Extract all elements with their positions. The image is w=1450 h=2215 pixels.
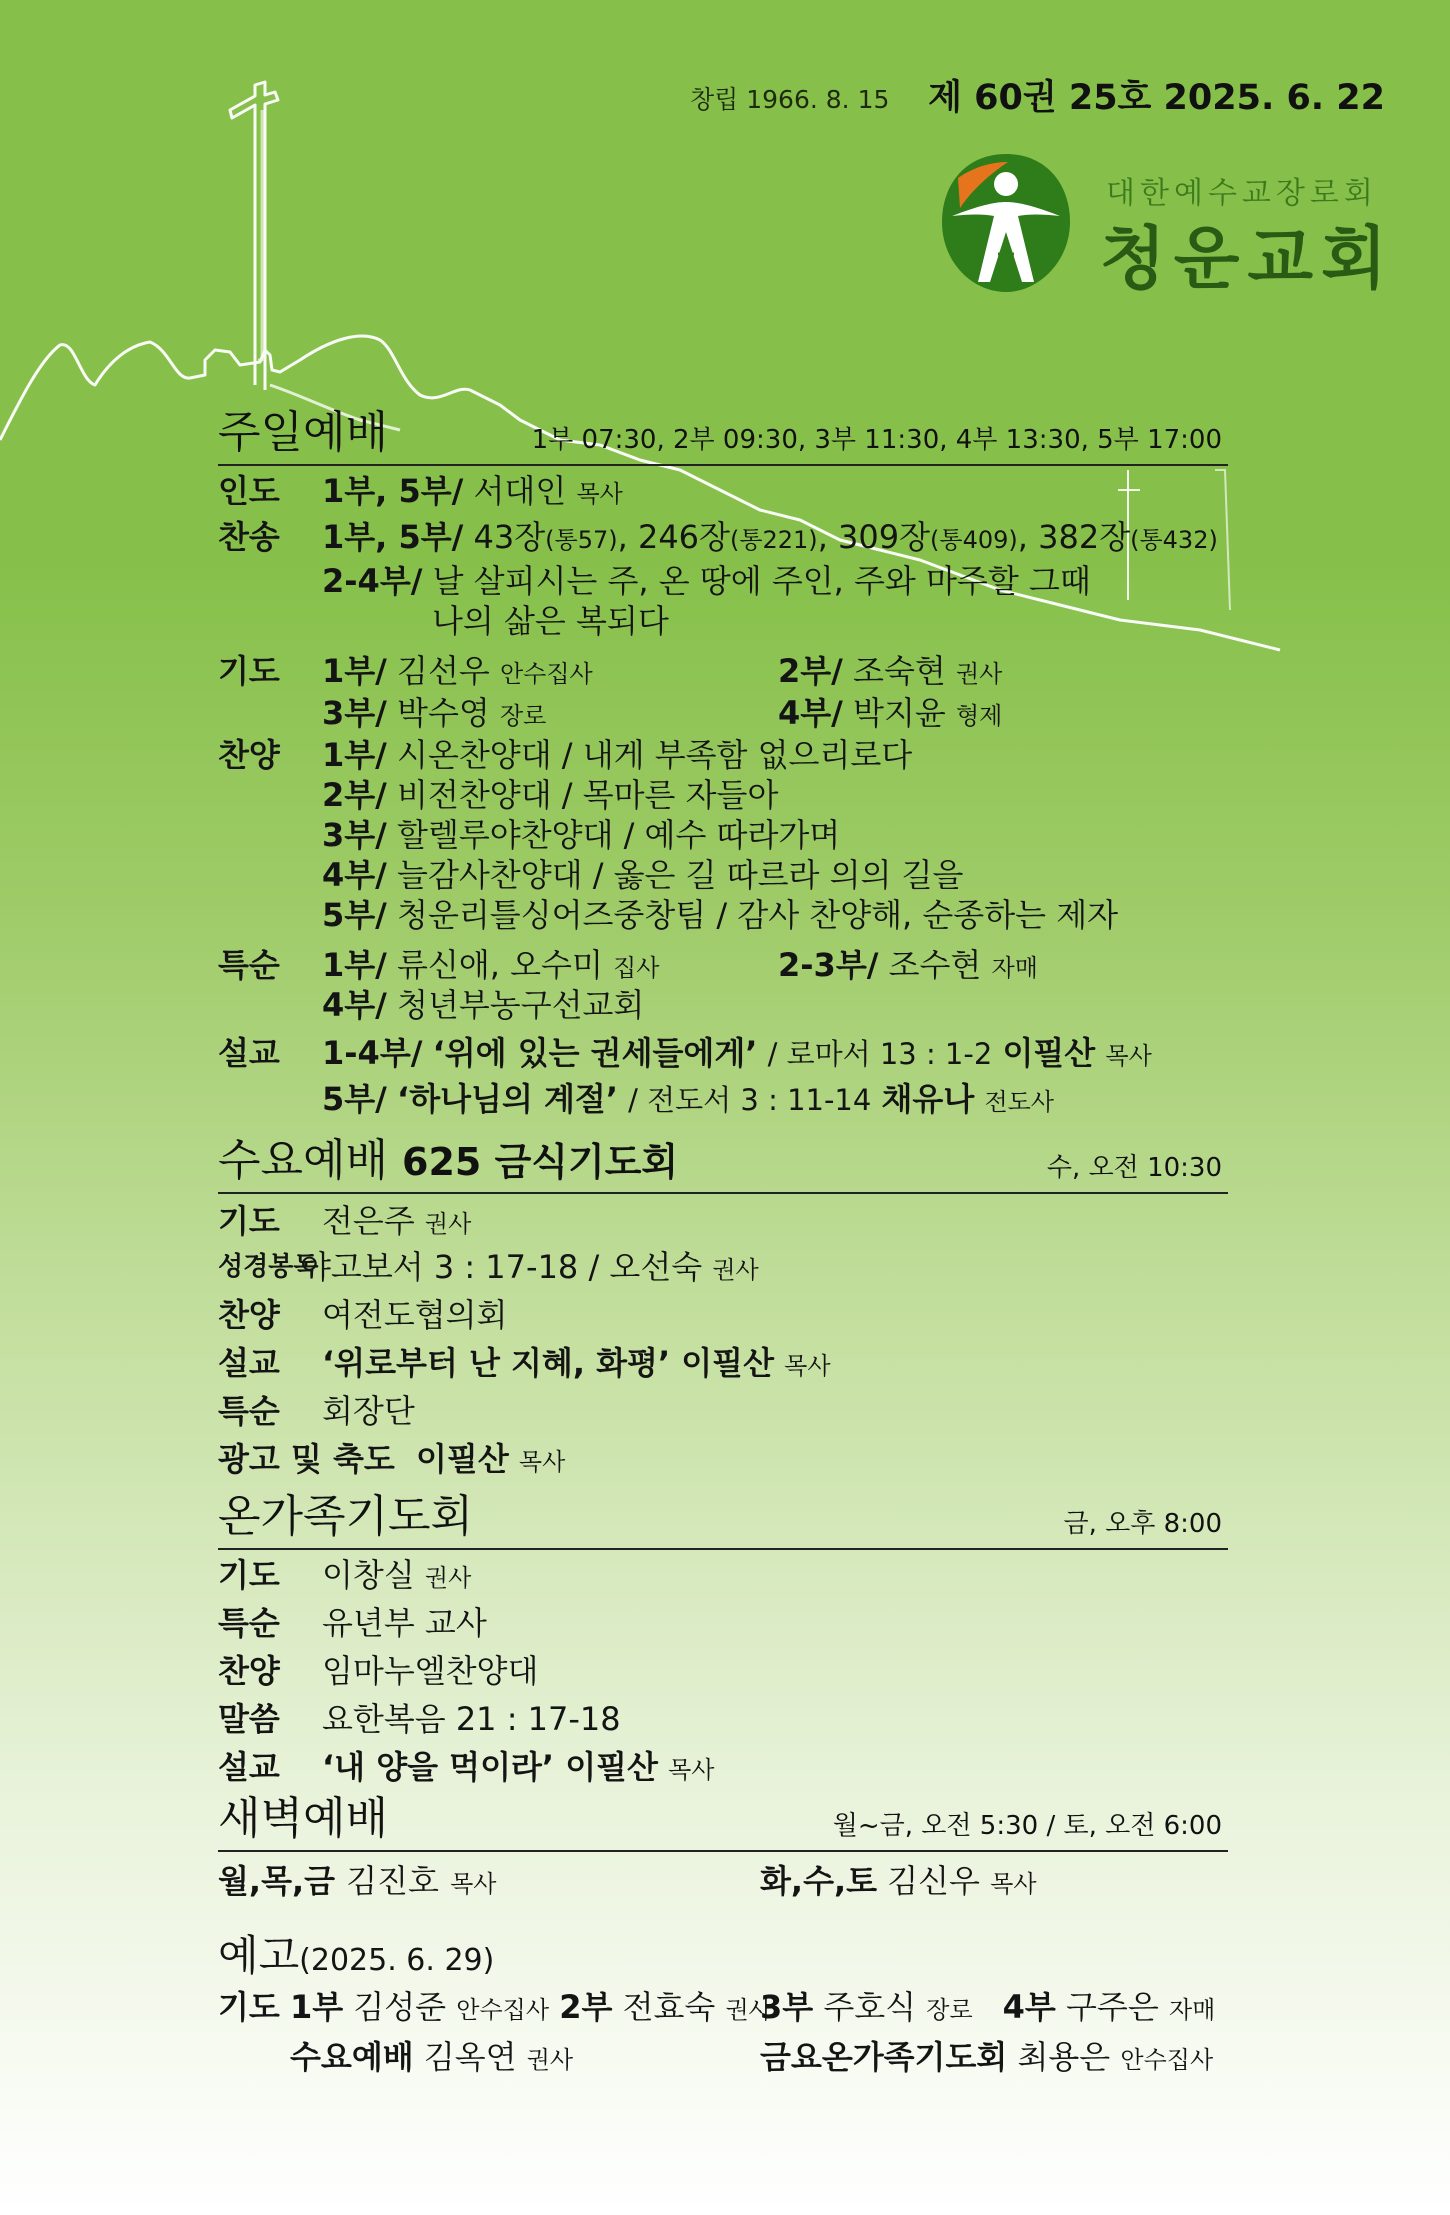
row-label: 기도	[218, 1988, 280, 2026]
row-value: 요한복음 21 : 17-18	[322, 1700, 621, 1738]
row-value: 화,수,토 김신우 목사	[760, 1862, 1037, 1900]
section-header-sunday	[218, 408, 1228, 466]
row-value: 5부/ 청운리틀싱어즈중창팀 / 감사 찬양해, 순종하는 제자	[322, 896, 1119, 934]
row-value: 3부/ 박수영 장로	[322, 694, 547, 732]
friday-row	[218, 1650, 1228, 1692]
section-header-dawn	[218, 1792, 1228, 1852]
wednesday-row	[218, 1438, 1228, 1480]
row-label: 설교	[218, 1034, 280, 1072]
row-value: 4부/ 박지윤 형제	[778, 694, 1003, 732]
row-value: 이필산 목사	[416, 1440, 566, 1478]
row-value: 1부, 5부/ 서대인 목사	[322, 472, 623, 510]
row-value: 1-4부/ ‘위에 있는 권세들에게’ / 로마서 13 : 1-2 이필산 목사	[322, 1034, 1152, 1072]
sunday-sermon-row-2	[218, 1078, 1228, 1120]
sunday-hymn-row	[218, 516, 1228, 558]
row-label: 기도	[218, 1556, 280, 1594]
row-value: 1부/ 시온찬양대 / 내게 부족함 없으리로다	[322, 736, 913, 774]
row-value: 3부 주호식 장로 4부 구주은 자매	[760, 1988, 1216, 2026]
sunday-special-row	[218, 944, 1228, 986]
row-label: 찬양	[218, 1652, 280, 1690]
row-value: 전은주 권사	[322, 1202, 472, 1240]
row-label: 특순	[218, 1604, 280, 1642]
notice-header	[218, 1930, 1228, 1982]
row-label: 찬양	[218, 1296, 280, 1334]
row-value: 임마누엘찬양대	[322, 1652, 539, 1690]
church-name: 청운교회	[1100, 220, 1395, 299]
row-value: 수요예배 김옥연 권사	[290, 2038, 574, 2076]
row-value: 회장단	[322, 1392, 415, 1430]
row-value: 3부/ 할렐루야찬양대 / 예수 따라가며	[322, 816, 841, 854]
notice-title: 예고(2025. 6. 29)	[218, 1931, 495, 1980]
sunday-special-row-2	[218, 984, 1228, 1026]
row-value: 2부/ 비전찬양대 / 목마른 자들아	[322, 776, 779, 814]
row-label: 광고 및 축도	[218, 1440, 395, 1478]
notice-prayer-row-2	[218, 2036, 1228, 2078]
friday-row	[218, 1554, 1228, 1596]
church-logo	[938, 150, 1074, 296]
sunday-choir-row-2	[218, 774, 1228, 816]
sunday-sermon-row	[218, 1032, 1228, 1074]
row-label: 설교	[218, 1344, 280, 1382]
wednesday-row	[218, 1294, 1228, 1336]
wednesday-row	[218, 1200, 1228, 1242]
friday-row	[218, 1602, 1228, 1644]
sunday-choir-row-4	[218, 854, 1228, 896]
row-value: 5부/ ‘하나님의 계절’ / 전도서 3 : 11-14 채유나 전도사	[322, 1080, 1054, 1118]
row-value: 1부 김성준 안수집사 2부 전효숙 권사	[290, 1988, 772, 2026]
row-value: 4부/ 청년부농구선교회	[322, 986, 645, 1024]
row-label: 성경봉독	[218, 1252, 319, 1282]
section-header-wednesday	[218, 1130, 1228, 1194]
worship-schedule-panel	[178, 408, 1278, 2093]
sunday-choir-row-5	[218, 894, 1228, 936]
row-label: 특순	[218, 1392, 280, 1430]
section-title: 온가족기도회	[218, 1491, 474, 1542]
row-value: 나의 삶은 복되다	[432, 602, 669, 640]
wednesday-row	[218, 1342, 1228, 1384]
row-value: 2-3부/ 조수현 자매	[778, 946, 1038, 984]
row-value: 야고보서 3 : 17-18 / 오선숙 권사	[300, 1248, 759, 1286]
sunday-prayer-row-2	[218, 692, 1228, 734]
row-value: 4부/ 늘감사찬양대 / 옳은 길 따르라 의의 길을	[322, 856, 964, 894]
row-value: 유년부 교사	[322, 1604, 487, 1642]
service-times: 금, 오후 8:00	[1063, 1509, 1222, 1539]
row-label: 찬양	[218, 736, 280, 774]
wednesday-row	[218, 1246, 1228, 1288]
bulletin-header	[690, 70, 1385, 120]
row-value: ‘위로부터 난 지혜, 화평’ 이필산 목사	[322, 1344, 831, 1382]
row-value: 월,목,금 김진호 목사	[218, 1862, 497, 1900]
row-label: 기도	[218, 1202, 280, 1240]
founded-date: 창립 1966. 8. 15	[690, 85, 890, 114]
row-label: 설교	[218, 1748, 280, 1786]
row-value: 2부/ 조숙현 권사	[778, 652, 1003, 690]
sunday-hymn-row-3	[218, 600, 1228, 642]
sunday-lead-row	[218, 470, 1228, 512]
row-value: 이창실 권사	[322, 1556, 472, 1594]
section-title: 수요예배 625 금식기도회	[218, 1135, 679, 1186]
row-label: 인도	[218, 472, 280, 510]
friday-row	[218, 1698, 1228, 1740]
row-label: 기도	[218, 652, 280, 690]
row-value: 2-4부/ 날 살피시는 주, 온 땅에 주인, 주와 마주할 그때	[322, 562, 1091, 600]
row-label: 특순	[218, 946, 280, 984]
row-label: 찬송	[218, 518, 280, 556]
row-value: 1부/ 김선우 안수집사	[322, 652, 593, 690]
row-label: 말씀	[218, 1700, 280, 1738]
service-times: 월~금, 오전 5:30 / 토, 오전 6:00	[832, 1811, 1222, 1841]
sunday-choir-row	[218, 734, 1228, 776]
section-header-friday	[218, 1484, 1228, 1550]
section-title: 새벽예배	[218, 1793, 389, 1844]
service-times: 1부 07:30, 2부 09:30, 3부 11:30, 4부 13:30, 5부 17:00	[531, 425, 1222, 455]
row-value: ‘내 양을 먹이라’ 이필산 목사	[322, 1748, 715, 1786]
wednesday-row	[218, 1390, 1228, 1432]
denomination-name: 대한예수교장로회	[1106, 176, 1378, 211]
sunday-prayer-row	[218, 650, 1228, 692]
section-title: 주일예배	[218, 407, 389, 458]
sunday-choir-row-3	[218, 814, 1228, 856]
notice-prayer-row	[218, 1986, 1228, 2028]
row-value: 1부/ 류신애, 오수미 집사	[322, 946, 660, 984]
row-value: 1부, 5부/ 43장(통57), 246장(통221), 309장(통409), 382장(통432)	[322, 518, 1218, 556]
service-times: 수, 오전 10:30	[1046, 1153, 1222, 1183]
issue-number: 제 60권 25호 2025. 6. 22	[928, 78, 1385, 118]
row-value: 여전도협의회	[322, 1296, 508, 1334]
row-value: 금요온가족기도회 최용은 안수집사	[760, 2038, 1214, 2076]
sunday-hymn-row-2	[218, 560, 1228, 602]
dawn-row	[218, 1860, 1228, 1902]
